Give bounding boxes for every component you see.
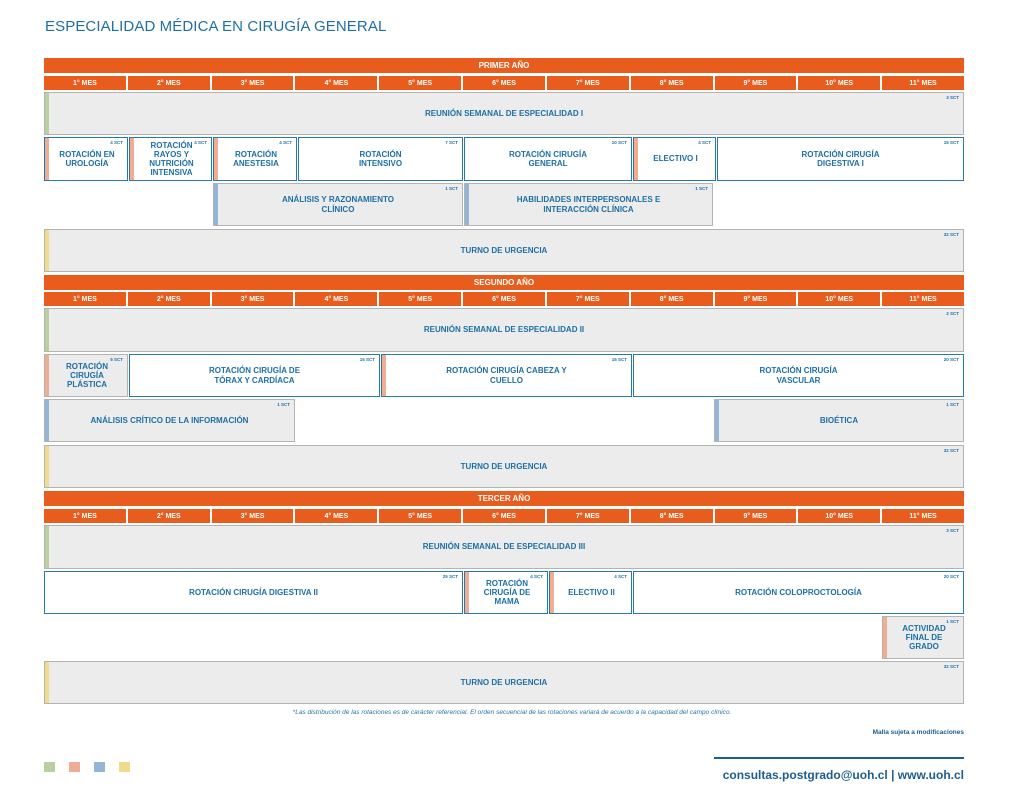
block-label: TURNO DE URGENCIA [460, 245, 548, 255]
block-rotacion-cabeza-cuello [381, 354, 632, 397]
sct-label: 25 SCT [442, 574, 458, 579]
block-rotacion-anestesia [213, 137, 297, 181]
month-cell: 8° MES [631, 76, 713, 90]
month-cell: 6° MES [463, 292, 545, 306]
month-cell: 5° MES [379, 509, 461, 523]
sct-label: 3 SCT [946, 95, 959, 100]
sct-label: 32 SCT [943, 232, 959, 237]
month-cell: 8° MES [631, 509, 713, 523]
month-cell: 2° MES [128, 292, 210, 306]
month-row-year1 [44, 76, 964, 90]
legend-swatch-orange [69, 762, 80, 772]
block-electivo-i [633, 137, 716, 181]
reunion-block-year3 [44, 525, 964, 569]
block-label: ROTACIÓN CIRUGÍA DE MAMA [483, 578, 531, 607]
month-cell: 7° MES [547, 292, 629, 306]
month-cell: 1° MES [44, 509, 126, 523]
block-label: ANÁLISIS CRÍTICO DE LA INFORMACIÓN [90, 415, 249, 425]
month-cell: 2° MES [128, 509, 210, 523]
block-habilidades-interpersonales [464, 183, 713, 226]
month-row-year2 [44, 292, 964, 306]
sct-label: 4 SCT [530, 574, 543, 579]
month-cell: 4° MES [295, 292, 377, 306]
block-label: ROTACIÓN CIRUGÍA VASCULAR [759, 366, 838, 385]
block-rotacion-digestiva-ii [44, 571, 463, 614]
block-rotacion-urologia [44, 137, 128, 181]
block-actividad-final [882, 616, 964, 659]
legend-swatch-green [44, 762, 55, 772]
sct-label: 1 SCT [946, 619, 959, 624]
color-legend [44, 762, 130, 772]
month-cell: 5° MES [379, 76, 461, 90]
block-label: ROTACIÓN INTENSIVO [358, 149, 403, 168]
reunion-block-year1 [44, 92, 964, 135]
contact-divider [714, 757, 964, 759]
block-label: REUNIÓN SEMANAL DE ESPECIALIDAD I [424, 108, 584, 118]
sct-label: 4 SCT [614, 574, 627, 579]
block-rotacion-plastica [44, 354, 128, 397]
sct-label: 1 SCT [277, 402, 290, 407]
month-cell: 4° MES [295, 509, 377, 523]
block-label: ROTACIÓN EN UROLOGÍA [59, 149, 115, 168]
block-label: ROTACIÓN CIRUGÍA DE TÓRAX Y CARDÍACA [208, 366, 301, 385]
block-rotacion-coloproctologia [633, 571, 964, 614]
subject-note: Malla sujeta a modificaciones [872, 729, 964, 736]
page-title: ESPECIALIDAD MÉDICA EN CIRUGÍA GENERAL [45, 18, 387, 35]
legend-swatch-blue [94, 762, 105, 772]
month-cell: 10° MES [798, 76, 880, 90]
month-cell: 2° MES [128, 76, 210, 90]
block-label: ROTACIÓN COLOPROCTOLOGÍA [735, 587, 862, 597]
month-cell: 10° MES [798, 509, 880, 523]
sct-label: 4 SCT [698, 140, 711, 145]
block-label: ROTACIÓN CIRUGÍA DIGESTIVA II [189, 587, 318, 597]
block-label: BIOÉTICA [819, 415, 859, 425]
month-cell: 1° MES [44, 292, 126, 306]
block-label: ROTACIÓN RAYOS Y NUTRICIÓN INTENSIVA [149, 140, 194, 178]
sct-label: 4 SCT [110, 140, 123, 145]
month-cell: 9° MES [715, 292, 797, 306]
month-cell: 3° MES [212, 76, 294, 90]
block-label: ROTACIÓN CIRUGÍA CABEZA Y CUELLO [446, 366, 567, 385]
turno-block-year2 [44, 445, 964, 488]
block-electivo-ii [549, 571, 632, 614]
sct-label: 1 SCT [946, 402, 959, 407]
month-cell: 7° MES [547, 509, 629, 523]
month-cell: 11° MES [882, 292, 964, 306]
block-label: TURNO DE URGENCIA [460, 461, 548, 471]
reunion-block-year2 [44, 308, 964, 352]
block-analisis-critico [44, 399, 295, 442]
month-cell: 7° MES [547, 76, 629, 90]
sct-label: 4 SCT [194, 140, 207, 145]
block-label: HABILIDADES INTERPERSONALES E INTERACCIÓN CLÍNICA [516, 195, 661, 214]
month-cell: 9° MES [715, 76, 797, 90]
month-cell: 6° MES [463, 76, 545, 90]
block-rotacion-vascular [633, 354, 964, 397]
month-cell: 11° MES [882, 76, 964, 90]
sct-label: 32 SCT [943, 448, 959, 453]
block-label: ROTACIÓN CIRUGÍA PLÁSTICA [65, 361, 109, 390]
sct-label: 2 SCT [946, 311, 959, 316]
block-label: ACTIVIDAD FINAL DE GRADO [902, 623, 946, 652]
sct-label: 20 SCT [943, 357, 959, 362]
month-row-year3 [44, 509, 964, 523]
block-rotacion-rayos [129, 137, 212, 181]
month-cell: 9° MES [715, 509, 797, 523]
sct-label: 1 SCT [445, 186, 458, 191]
turno-block-year3 [44, 661, 964, 704]
sct-label: 15 SCT [359, 357, 375, 362]
block-rotacion-digestiva-i [717, 137, 964, 181]
month-cell: 4° MES [295, 76, 377, 90]
month-cell: 1° MES [44, 76, 126, 90]
sct-label: 3 SCT [946, 528, 959, 533]
month-cell: 5° MES [379, 292, 461, 306]
block-label: ROTACIÓN CIRUGÍA GENERAL [508, 149, 588, 168]
block-rotacion-torax [129, 354, 380, 397]
block-label: ROTACIÓN CIRUGÍA DIGESTIVA I [801, 149, 880, 168]
sct-label: 20 SCT [943, 574, 959, 579]
year-header-tercer: TERCER AÑO [44, 491, 964, 506]
block-rotacion-mama [464, 571, 548, 614]
block-label: ELECTIVO I [653, 154, 698, 164]
sct-label: 15 SCT [943, 140, 959, 145]
sct-label: 1 SCT [695, 186, 708, 191]
contact-link[interactable]: consultas.postgrado@uoh.cl | www.uoh.cl [722, 768, 964, 782]
year-header-segundo: SEGUNDO AÑO [44, 275, 964, 290]
month-cell: 3° MES [212, 292, 294, 306]
footnote: *Las distribución de las rotaciones es de carácter referencial. El orden secuencial de las rotaciones variará de acuerdo a la capacidad del campo clínico. [292, 709, 732, 716]
sct-label: 32 SCT [943, 664, 959, 669]
sct-label: 5 SCT [110, 357, 123, 362]
sct-label: 10 SCT [611, 140, 627, 145]
month-cell: 11° MES [882, 509, 964, 523]
block-label: ROTACIÓN ANESTESIA [233, 149, 279, 168]
sct-label: 15 SCT [611, 357, 627, 362]
block-rotacion-intensivo [298, 137, 463, 181]
block-bioetica [714, 399, 964, 442]
month-cell: 6° MES [463, 509, 545, 523]
block-label: ELECTIVO II [568, 587, 615, 597]
block-label: TURNO DE URGENCIA [460, 677, 548, 687]
year-header-primer: PRIMER AÑO [44, 58, 964, 73]
block-label: REUNIÓN SEMANAL DE ESPECIALIDAD II [423, 325, 585, 335]
block-analisis-razonamiento [213, 183, 463, 226]
legend-swatch-yellow [119, 762, 130, 772]
month-cell: 3° MES [212, 509, 294, 523]
block-label: ANÁLISIS Y RAZONAMIENTO CLÍNICO [281, 195, 394, 214]
month-cell: 10° MES [798, 292, 880, 306]
month-cell: 8° MES [631, 292, 713, 306]
sct-label: 4 SCT [279, 140, 292, 145]
block-label: REUNIÓN SEMANAL DE ESPECIALIDAD III [422, 542, 586, 552]
block-rotacion-cirugia-general [464, 137, 632, 181]
turno-block-year1 [44, 229, 964, 272]
sct-label: 7 SCT [445, 140, 458, 145]
